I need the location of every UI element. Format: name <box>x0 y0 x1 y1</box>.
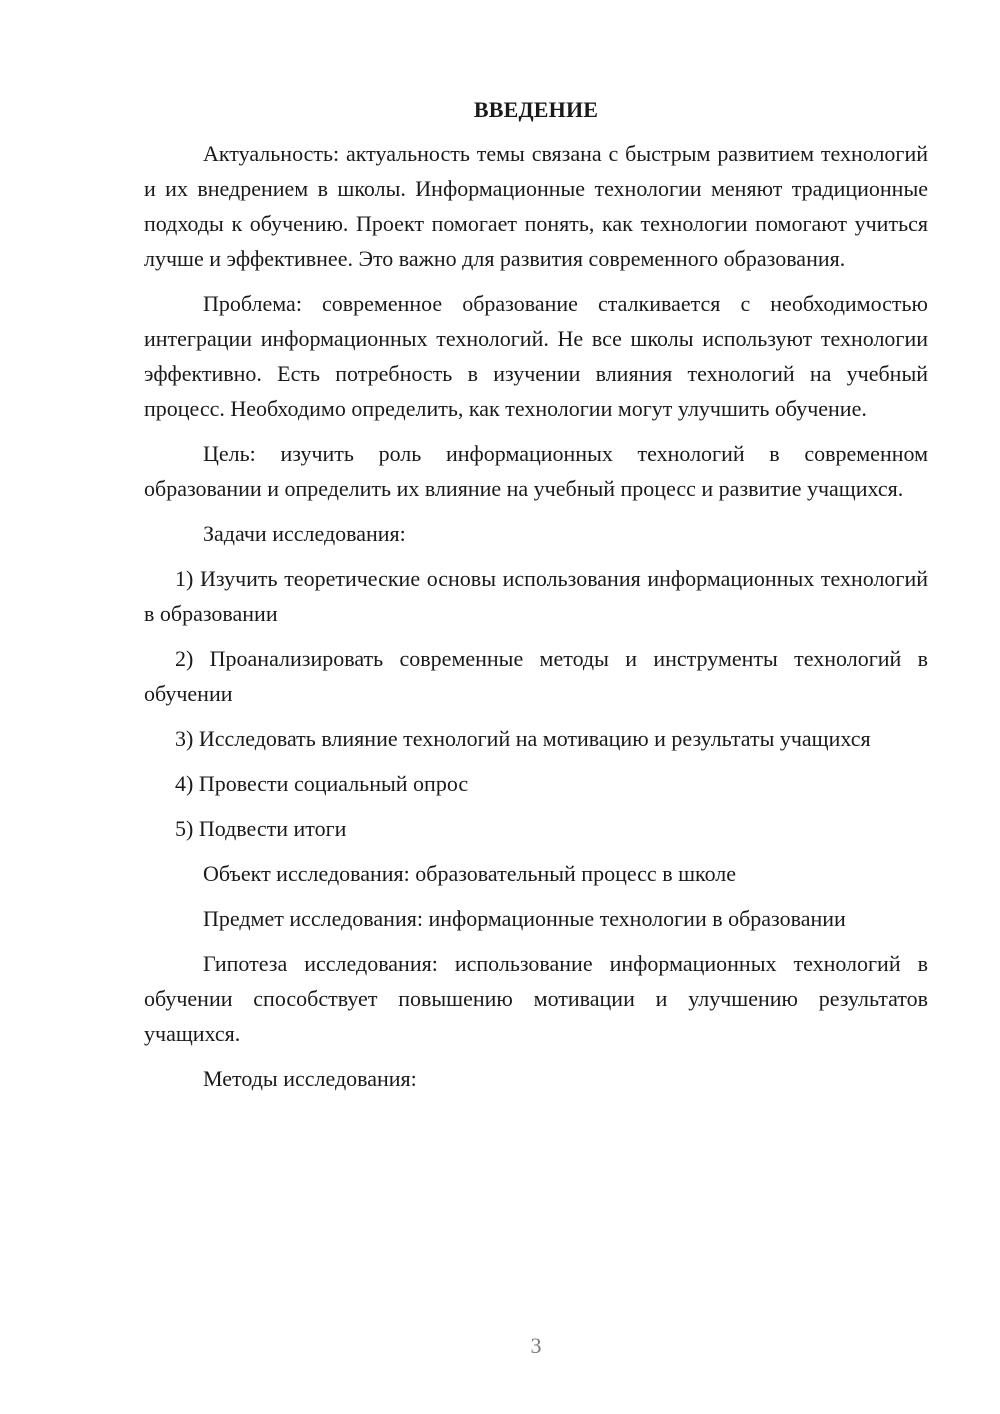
relevance-paragraph: Актуальность: актуальность темы связана с быстрым развитием технологий и их внедрением в школы. Информационные технологии меняют традиционные подходы к обучению. Проект помогает понять, как технологии помогают учиться лучше и эффективнее. Это важно для развития современного образования. <box>144 141 928 271</box>
task-item: 5) Подвести итоги <box>175 816 347 841</box>
task-item: 1) Изучить теоретические основы использования информационных технологий в образовании <box>144 566 928 626</box>
problem-paragraph: Проблема: современное образование сталкивается с необходимостью интеграции информационных технологий. Не все школы используют технологии эффективно. Есть потребность в изучении влияния технологий на учебный процесс. Необходимо определить, как технологии могут улучшить обучение. <box>144 291 928 421</box>
hypothesis-paragraph: Гипотеза исследования: использование информационных технологий в обучении способствует повышению мотивации и улучшению результатов учащихся. <box>144 951 928 1046</box>
tasks-title: Задачи исследования: <box>203 521 406 546</box>
task-item: 4) Провести социальный опрос <box>175 771 469 796</box>
page-number: 3 <box>530 1333 542 1358</box>
section-heading: ВВЕДЕНИЕ <box>473 97 599 122</box>
methods-title: Методы исследования: <box>203 1066 417 1091</box>
document-page <box>144 94 928 1106</box>
object-paragraph: Объект исследования: образовательный процесс в школе <box>203 861 737 886</box>
task-item: 2) Проанализировать современные методы и инструменты технологий в обучении <box>144 646 928 706</box>
goal-paragraph: Цель: изучить роль информационных технологий в современном образовании и определить их влияние на учебный процесс и развитие учащихся. <box>144 441 928 501</box>
task-item: 3) Исследовать влияние технологий на мотивацию и результаты учащихся <box>175 726 871 751</box>
subject-paragraph: Предмет исследования: информационные технологии в образовании <box>203 906 846 931</box>
